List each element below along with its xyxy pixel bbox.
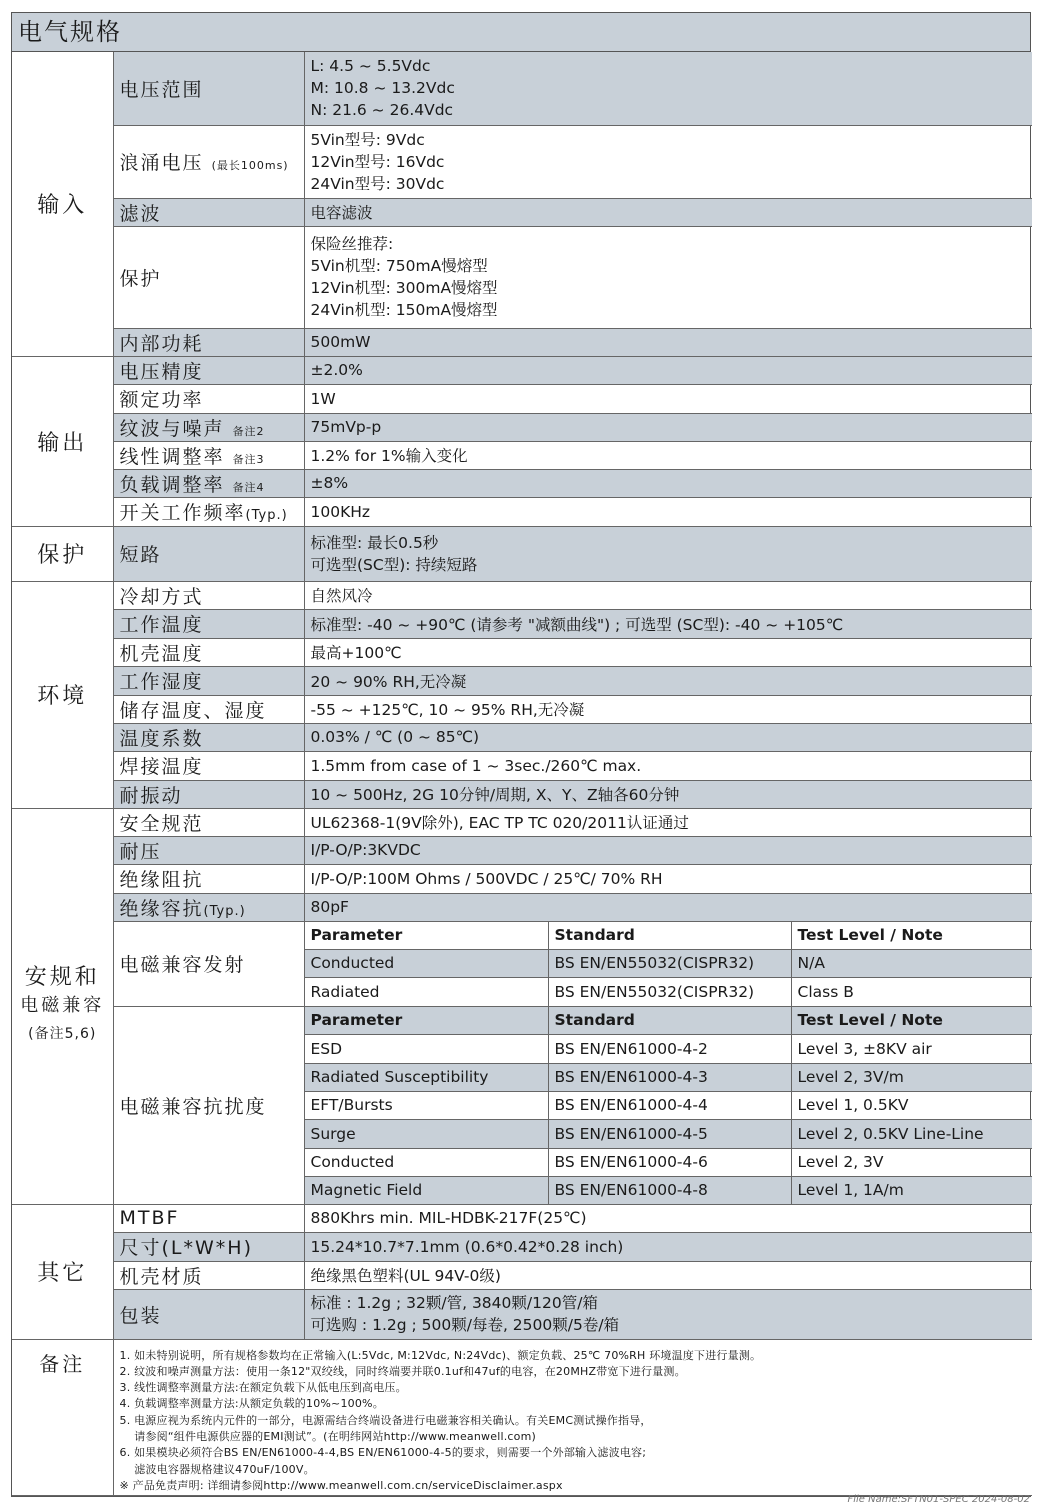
standards-value: UL62368-1(9V除外), EAC TP TC 020/2011认证通过 xyxy=(304,808,1032,836)
table-cell: EFT/Bursts xyxy=(304,1091,548,1119)
table-cell: Level 2, 3V xyxy=(791,1148,1032,1176)
switching-value: 100KHz xyxy=(304,497,1032,526)
spec-sheet xyxy=(11,12,1031,1497)
short-label: 短路 xyxy=(113,526,304,581)
emission-header-parameter: Parameter xyxy=(304,921,548,949)
accuracy-value: ±2.0% xyxy=(304,356,1032,384)
group-remarks: 备注 xyxy=(12,1339,113,1495)
emc-emission-label: 电磁兼容发射 xyxy=(113,921,304,1006)
table-cell: BS EN/EN61000-4-3 xyxy=(548,1063,791,1091)
switching-label: 开关工作频率(Typ.) xyxy=(113,497,304,526)
case-value: 绝缘黑色塑料(UL 94V-0级) xyxy=(304,1261,1032,1289)
vibration-value: 10 ~ 500Hz, 2G 10分钟/周期, X、Y、Z轴各60分钟 xyxy=(304,780,1032,808)
filter-value: 电容滤波 xyxy=(304,198,1032,226)
solder-label: 焊接温度 xyxy=(113,751,304,780)
case-temp-value: 最高+100℃ xyxy=(304,638,1032,666)
table-cell: Level 3, ±8KV air xyxy=(791,1034,1032,1063)
group-input: 输入 xyxy=(12,52,113,356)
case-label: 机壳材质 xyxy=(113,1261,304,1289)
surge-label: 浪涌电压 (最长100ms) xyxy=(113,125,304,198)
mtbf-label: MTBF xyxy=(113,1204,304,1232)
line-reg-label: 线性调整率 备注3 xyxy=(113,441,304,469)
capacitance-label: 绝缘容抗(Typ.) xyxy=(113,893,304,921)
table-cell: BS EN/EN55032(CISPR32) xyxy=(548,949,791,977)
line-reg-value: 1.2% for 1%输入变化 xyxy=(304,441,1032,469)
size-label: 尺寸(L*W*H) xyxy=(113,1232,304,1261)
immunity-header-level: Test Level / Note xyxy=(791,1006,1032,1034)
withstand-label: 耐压 xyxy=(113,836,304,864)
voltage-range-value: L: 4.5 ~ 5.5Vdc M: 10.8 ~ 13.2Vdc N: 21.6 ~ 26.4Vdc xyxy=(304,52,1032,125)
table-cell: BS EN/EN61000-4-8 xyxy=(548,1176,791,1204)
disclaimer-link[interactable]: ※ 产品免责声明: 详细请参阅http://www.meanwell.com.cn/serviceDisclaimer.aspx xyxy=(119,1478,563,1492)
group-output: 输出 xyxy=(12,356,113,526)
filter-label: 滤波 xyxy=(113,198,304,226)
power-loss-value: 500mW xyxy=(304,328,1032,356)
accuracy-label: 电压精度 xyxy=(113,356,304,384)
input-protection-label: 保护 xyxy=(113,226,304,328)
load-reg-label: 负载调整率 备注4 xyxy=(113,469,304,497)
table-cell: Level 1, 0.5KV xyxy=(791,1091,1032,1119)
ripple-value: 75mVp-p xyxy=(304,413,1032,441)
cooling-label: 冷却方式 xyxy=(113,581,304,609)
isolation-label: 绝缘阻抗 xyxy=(113,864,304,893)
ripple-label: 纹波与噪声 备注2 xyxy=(113,413,304,441)
solder-value: 1.5mm from case of 1 ~ 3sec./260℃ max. xyxy=(304,751,1032,780)
table-cell: BS EN/EN61000-4-4 xyxy=(548,1091,791,1119)
remark-item: 6. 如果模块必须符合BS EN/EN61000-4-4,BS EN/EN61000-4-5的要求，则需要一个外部输入滤波电容; xyxy=(119,1446,647,1460)
packing-value: 标准 : 1.2g ; 32颗/管, 3840颗/120管/箱 可选购 : 1.2g ; 500颗/每卷, 2500颗/5卷/箱 xyxy=(304,1289,1032,1339)
immunity-header-parameter: Parameter xyxy=(304,1006,548,1034)
temp-coeff-value: 0.03% / ℃ (0 ~ 85℃) xyxy=(304,723,1032,751)
storage-value: -55 ~ +125℃, 10 ~ 95% RH,无冷凝 xyxy=(304,695,1032,723)
table-cell: BS EN/EN55032(CISPR32) xyxy=(548,977,791,1006)
isolation-value: I/P-O/P:100M Ohms / 500VDC / 25℃/ 70% RH xyxy=(304,864,1032,893)
group-protection: 保护 xyxy=(12,526,113,581)
emc-immunity-label: 电磁兼容抗扰度 xyxy=(113,1006,304,1204)
rated-power-label: 额定功率 xyxy=(113,384,304,413)
table-cell: Radiated xyxy=(304,977,548,1006)
short-value: 标准型: 最长0.5秒 可选型(SC型): 持续短路 xyxy=(304,526,1032,581)
table-cell: Magnetic Field xyxy=(304,1176,548,1204)
table-cell: Radiated Susceptibility xyxy=(304,1063,548,1091)
table-cell: ESD xyxy=(304,1034,548,1063)
surge-value: 5Vin型号: 9Vdc 12Vin型号: 16Vdc 24Vin型号: 30Vdc xyxy=(304,125,1032,198)
storage-label: 储存温度、湿度 xyxy=(113,695,304,723)
temp-coeff-label: 温度系数 xyxy=(113,723,304,751)
remark-item: 滤波电容器规格建议470uF/100V。 xyxy=(119,1462,315,1476)
table-cell: Class B xyxy=(791,977,1032,1006)
work-temp-label: 工作温度 xyxy=(113,609,304,638)
file-footer: File Name:SFTN01-SPEC 2024-08-02 xyxy=(847,1494,1030,1505)
remark-item: 3. 线性调整率测量方法:在额定负载下从低电压到高电压。 xyxy=(119,1381,407,1395)
voltage-range-label: 电压范围 xyxy=(113,52,304,125)
table-cell: Conducted xyxy=(304,949,548,977)
table-cell: BS EN/EN61000-4-5 xyxy=(548,1119,791,1148)
spec-table xyxy=(12,52,1032,1496)
remark-item: 5. 电源应视为系统内元件的一部分，电源需结合终端设备进行电磁兼容相关确认。有关EMC测试操作指导， xyxy=(119,1413,652,1427)
remark-item: 2. 纹波和噪声测量方法：使用一条12"双绞线，同时终端要并联0.1uf和47uf的电容，在20MHZ带宽下进行量测。 xyxy=(119,1364,686,1378)
rated-power-value: 1W xyxy=(304,384,1032,413)
table-cell: BS EN/EN61000-4-2 xyxy=(548,1034,791,1063)
group-safety: 安规和 电磁兼容 (备注5,6) xyxy=(12,808,113,1204)
section-title: 电气规格 xyxy=(12,13,1030,52)
remark-item: 1. 如未特别说明，所有规格参数均在正常输入(L:5Vdc, M:12Vdc, N:24Vdc)、额定负载、25℃ 70%RH 环境温度下进行量测。 xyxy=(119,1348,762,1362)
remarks-list xyxy=(113,1339,1032,1495)
remark-item: 4. 负载调整率测量方法:从额定负载的10%~100%。 xyxy=(119,1397,384,1411)
size-value: 15.24*10.7*7.1mm (0.6*0.42*0.28 inch) xyxy=(304,1232,1032,1261)
cooling-value: 自然风冷 xyxy=(304,581,1032,609)
power-loss-label: 内部功耗 xyxy=(113,328,304,356)
vibration-label: 耐振动 xyxy=(113,780,304,808)
mtbf-value: 880Khrs min. MIL-HDBK-217F(25℃) xyxy=(304,1204,1032,1232)
standards-label: 安全规范 xyxy=(113,808,304,836)
table-cell: N/A xyxy=(791,949,1032,977)
immunity-header-standard: Standard xyxy=(548,1006,791,1034)
table-cell: Level 1, 1A/m xyxy=(791,1176,1032,1204)
withstand-value: I/P-O/P:3KVDC xyxy=(304,836,1032,864)
table-cell: Level 2, 0.5KV Line-Line xyxy=(791,1119,1032,1148)
emission-header-standard: Standard xyxy=(548,921,791,949)
remark-item: 请参阅“组件电源供应器的EMI测试”。(在明纬网站http://www.meanwell.com) xyxy=(119,1429,536,1443)
packing-label: 包装 xyxy=(113,1289,304,1339)
input-protection-value: 保险丝推荐: 5Vin机型: 750mA慢熔型 12Vin机型: 300mA慢熔型 24Vin机型: 150mA慢熔型 xyxy=(304,226,1032,328)
table-cell: BS EN/EN61000-4-6 xyxy=(548,1148,791,1176)
humidity-value: 20 ~ 90% RH,无冷凝 xyxy=(304,666,1032,695)
humidity-label: 工作湿度 xyxy=(113,666,304,695)
work-temp-value: 标准型: -40 ~ +90℃ (请参考 "减额曲线") ; 可选型 (SC型): -40 ~ +105℃ xyxy=(304,609,1032,638)
group-others: 其它 xyxy=(12,1204,113,1339)
capacitance-value: 80pF xyxy=(304,893,1032,921)
load-reg-value: ±8% xyxy=(304,469,1032,497)
table-cell: Level 2, 3V/m xyxy=(791,1063,1032,1091)
emission-header-level: Test Level / Note xyxy=(791,921,1032,949)
table-cell: Surge xyxy=(304,1119,548,1148)
table-cell: Conducted xyxy=(304,1148,548,1176)
case-temp-label: 机壳温度 xyxy=(113,638,304,666)
group-environment: 环境 xyxy=(12,581,113,808)
